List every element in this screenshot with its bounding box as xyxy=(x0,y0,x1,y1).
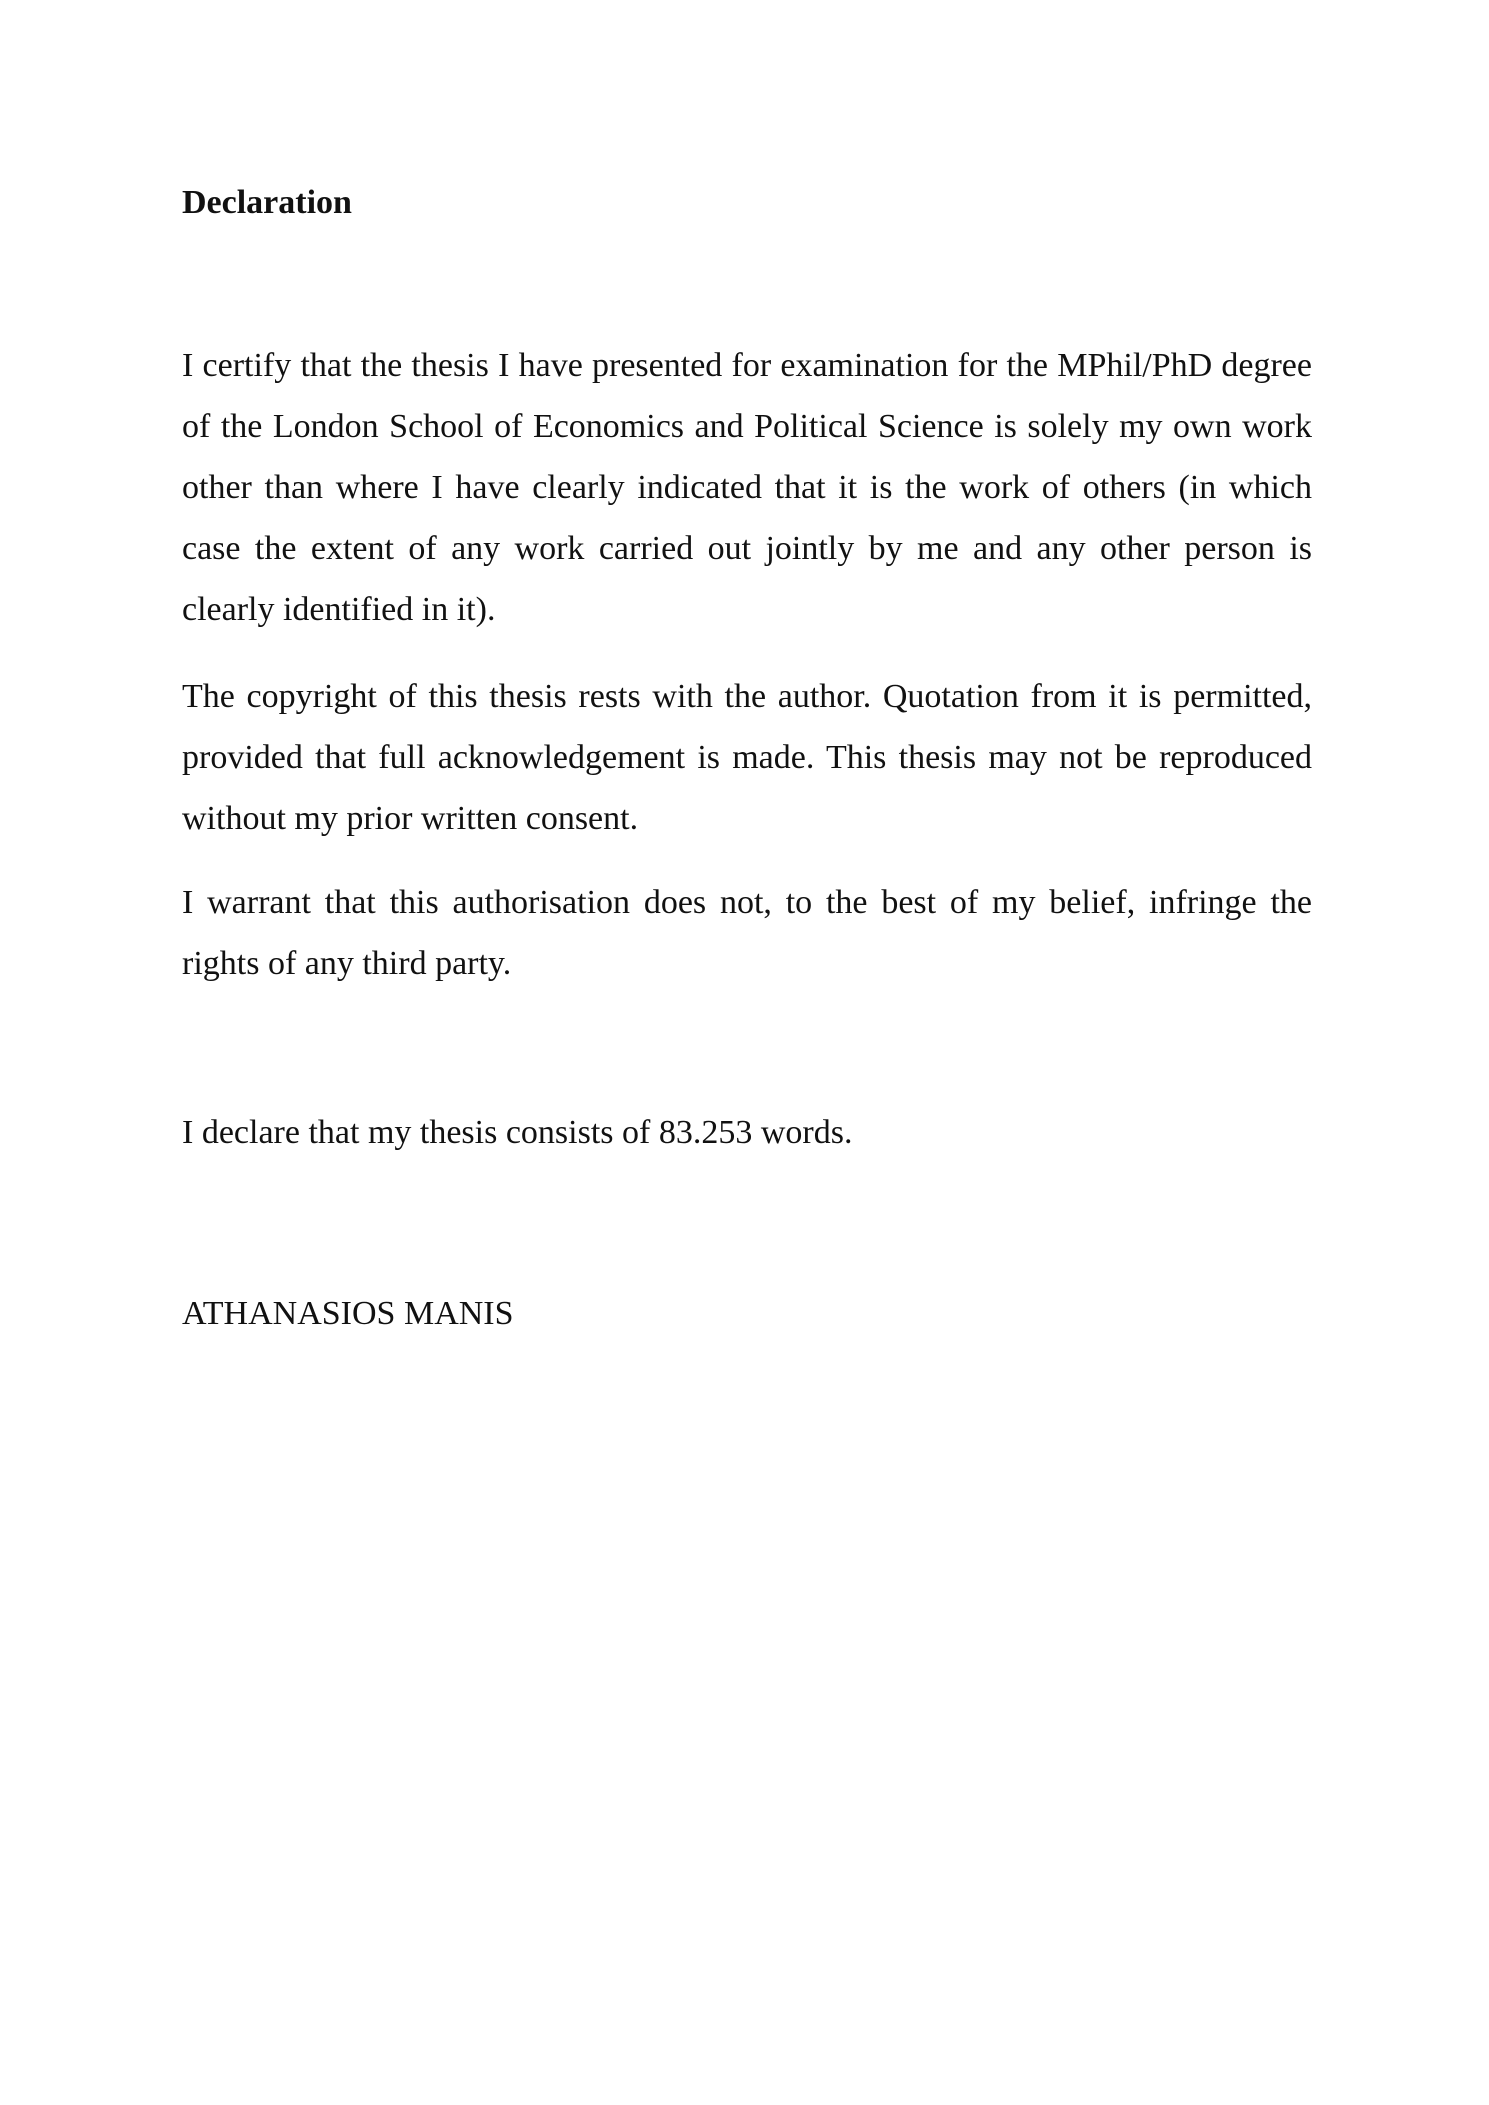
author-name: ATHANASIOS MANIS xyxy=(182,1295,514,1332)
certification-paragraph: I certify that the thesis I have presented for examination for the MPhil/PhD degree of the London School of Economics and Political Science is solely my own work other than where I have clearly indicated that it is the work of others (in which case the extent of any work carried out jointly by me and any other person is clearly identified in it). xyxy=(182,347,1312,628)
copyright-paragraph: The copyright of this thesis rests with the author. Quotation from it is permitted, provided that full acknowledgement is made. This thesis may not be reproduced without my prior written consent. xyxy=(182,678,1312,837)
warrant-paragraph: I warrant that this authorisation does not, to the best of my belief, infringe the rights of any third party. xyxy=(182,884,1312,982)
word-count-statement: I declare that my thesis consists of 83.253 words. xyxy=(182,1114,853,1151)
page-title: Declaration xyxy=(182,184,352,221)
